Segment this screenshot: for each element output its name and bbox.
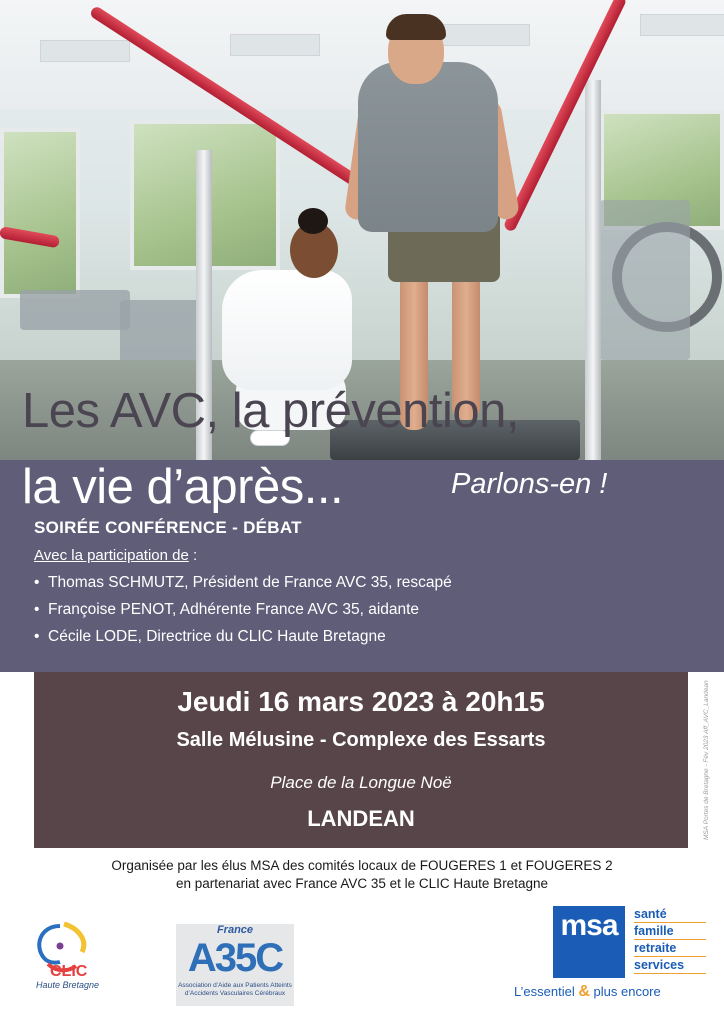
organisers-line-1: Organisée par les élus MSA des comités locaux de FOUGERES 1 et FOUGERES 2 bbox=[111, 858, 613, 873]
patient-hair bbox=[386, 14, 446, 40]
event-place: Place de la Longue Noë bbox=[270, 773, 452, 792]
msa-pillars bbox=[634, 906, 706, 974]
avc-logo-subtitle: Association d’Aide aux Patients Atteints d’Accidents Vasculaires Cérébraux bbox=[178, 982, 292, 997]
therapist-hair-bun bbox=[298, 208, 328, 234]
event-date: Jeudi 16 mars 2023 à 20h15 bbox=[177, 686, 545, 717]
rehab-machine bbox=[600, 200, 690, 360]
msa-logo-letters: msa bbox=[560, 909, 618, 942]
msa-ampersand: & bbox=[578, 983, 590, 1000]
msa-pillar: famille bbox=[634, 923, 706, 940]
avc-logo-mark: A35C bbox=[187, 936, 283, 980]
window bbox=[0, 128, 80, 298]
therapist-body bbox=[222, 270, 352, 390]
event-venue: Salle Mélusine - Complexe des Essarts bbox=[176, 729, 546, 751]
participation-label: Avec la participation de bbox=[34, 547, 189, 564]
print-credit-text: MSA Portes de Bretagne - Fév 2023 Aff_AVC_Landean bbox=[703, 680, 710, 840]
clic-logo-subtitle: Haute Bretagne bbox=[36, 980, 100, 990]
headline-line-2: la vie d’après... bbox=[22, 460, 344, 514]
list-item bbox=[34, 600, 452, 627]
headline-tagline: Parlons-en ! bbox=[451, 468, 608, 500]
participant-list bbox=[34, 573, 452, 654]
bullet-icon: • bbox=[34, 601, 40, 618]
conference-title: SOIRÉE CONFÉRENCE - DÉBAT bbox=[34, 518, 302, 537]
msa-pillar: services bbox=[634, 957, 706, 974]
ceiling-light bbox=[640, 14, 724, 36]
rail-post bbox=[585, 80, 601, 460]
list-item bbox=[34, 627, 452, 654]
therapy-table bbox=[20, 290, 130, 330]
patient-body bbox=[358, 62, 498, 232]
msa-pillar: santé bbox=[634, 906, 706, 923]
ceiling-light bbox=[40, 40, 130, 62]
print-credit bbox=[703, 650, 713, 840]
bullet-icon: • bbox=[34, 574, 40, 591]
msa-tagline bbox=[514, 983, 661, 1001]
participant-name: Thomas SCHMUTZ, Président de France AVC 35, rescapé bbox=[48, 574, 452, 591]
avc-logo-france: France bbox=[216, 924, 254, 936]
participation-colon: : bbox=[188, 547, 198, 564]
msa-logo bbox=[553, 906, 625, 978]
msa-tagline-start: L’essentiel bbox=[514, 984, 575, 999]
participant-name: Françoise PENOT, Adhérente France AVC 35, aidante bbox=[48, 601, 420, 618]
list-item bbox=[34, 573, 452, 600]
clic-logo-mark bbox=[30, 918, 120, 993]
msa-pillar: retraite bbox=[634, 940, 706, 957]
event-details bbox=[34, 672, 688, 848]
clic-logo-name: CLIC bbox=[50, 963, 88, 980]
france-avc-logo bbox=[176, 924, 294, 1006]
ceiling-light bbox=[440, 24, 530, 46]
ceiling-light bbox=[230, 34, 320, 56]
bullet-icon: • bbox=[34, 628, 40, 645]
participant-name: Cécile LODE, Directrice du CLIC Haute Bretagne bbox=[48, 628, 386, 645]
participation-intro bbox=[34, 547, 197, 564]
headline-line-1: Les AVC, la prévention, bbox=[22, 384, 519, 438]
event-city: LANDEAN bbox=[307, 806, 415, 831]
clic-logo bbox=[30, 918, 120, 993]
msa-tagline-end: plus encore bbox=[593, 984, 661, 999]
organisers-line-2: en partenariat avec France AVC 35 et le CLIC Haute Bretagne bbox=[176, 876, 548, 891]
